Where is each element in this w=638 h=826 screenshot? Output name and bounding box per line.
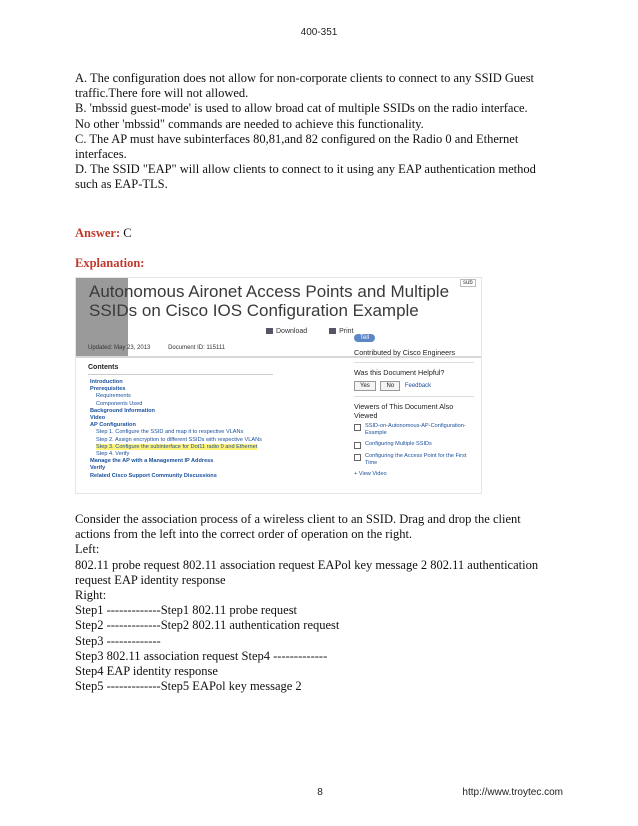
article-meta [88,345,241,351]
download-icon [266,328,273,334]
answer-options [75,71,545,193]
document-icon [354,454,361,461]
toc-link[interactable] [90,393,262,400]
toc-link-label: Prerequisites [90,386,126,393]
sidebar-divider [354,396,474,397]
toc-link-label: Step 2. Assign encryption to different SSIDs with respective VLANs [96,436,262,443]
left-label: Left: [75,542,100,557]
document-id: Document ID: 115111 [168,345,226,351]
toc-link[interactable] [90,401,262,408]
option-c: C. The AP must have subinterfaces 80,81,and 82 configured on the Radio 0 and Ethernet interfaces. [75,131,519,162]
toc-link-label: AP Configuration [90,422,136,429]
toc-link-label: Manage the AP with a Management IP Address [90,458,214,465]
print-icon [329,328,336,334]
toc-link-label: Video [90,415,106,422]
step-line: Step4 EAP identity response [75,664,218,679]
option-a: A. The configuration does not allow for non-corporate clients to connect to any SSID Guest traffic.There fore will not allowed. [75,71,535,101]
toc-link[interactable] [90,386,262,393]
question-block [75,512,545,694]
related-document-label: Configuring the Access Point for the First Time [365,453,467,466]
toc-link-label: Requirements [96,393,131,400]
yes-button[interactable]: Yes [354,381,376,391]
question-intro: Consider the association process of a wireless client to an SSID. Drag and drop the client actions from the left into the correct order of operation on the right. [75,512,521,542]
helpful-question: Was this Document Helpful? [354,368,445,377]
related-documents [354,423,474,467]
article-title: Autonomous Aironet Access Points and Multiple SSIDs on Cisco IOS Configuration Example [89,282,450,320]
page-number: 8 [317,787,323,798]
document-icon [354,424,361,431]
table-of-contents [90,379,262,480]
print-link[interactable]: Print [329,328,363,335]
option-d: D. The SSID "EAP" will allow clients to connect to it using any EAP authentication method such as EAP-TLS. [75,162,536,192]
sidebar-divider [354,362,474,363]
toc-link[interactable] [90,465,262,472]
step-line: Step5 -------------Step5 EAPol key message 2 [75,679,302,694]
step-line: Step3 802.11 association request Step4 ------------- [75,648,328,663]
option-b: B. 'mbssid guest-mode' is used to allow broad cat of multiple SSIDs on the radio interface. No other 'mbssid" commands are needed to achieve this functionality. [75,101,528,131]
download-link[interactable]: Download [266,328,317,335]
toc-link-label: Related Cisco Support Community Discussions [90,472,217,479]
contents-divider [88,374,273,375]
toc-link-label: Background Information [90,407,155,414]
toc-link[interactable] [90,422,262,429]
toc-link[interactable] [90,437,262,444]
toc-link[interactable] [90,379,262,386]
answer-label: Answer: [75,226,121,240]
toc-link-label: Introduction [90,379,123,385]
feedback-link[interactable]: Feedback [404,383,432,389]
answer-value: C [123,226,132,240]
article-tag: sub [460,279,476,287]
toc-link[interactable] [90,473,262,480]
view-more-link[interactable]: + View Video [354,471,387,477]
viewers-heading: Viewers of This Document Also Viewed [354,402,454,420]
explanation-label: Explanation: [75,256,145,270]
answer-line [75,226,545,241]
related-document-link[interactable] [354,423,474,437]
related-document-link[interactable] [354,453,474,467]
step-line: Step2 -------------Step2 802.11 authentication request [75,618,340,633]
document-icon [354,442,361,449]
toc-link-label: Components Used [96,400,143,407]
related-document-label: Configuring Multiple SSIDs [365,441,432,447]
contents-heading: Contents [88,364,119,371]
related-document-link[interactable] [354,441,474,449]
toc-link[interactable] [90,415,262,422]
toc-link-label: Step 4. Verify [96,451,130,458]
toc-link[interactable] [90,444,262,451]
toc-link-label: Step 1. Configure the SSID and map it to respective VLANs [96,429,244,436]
toc-link[interactable] [90,408,262,415]
explanation-line [75,256,545,271]
updated-date: Updated: May 23, 2013 [88,345,151,351]
left-items: 802.11 probe request 802.11 association request EAPol key message 2 802.11 authentication request EAP identity response [75,557,539,587]
explanation-screenshot [75,277,482,494]
footer-url: http://www.troytec.com [462,787,563,798]
toc-link-label: Verify [90,465,106,472]
toc-link[interactable] [90,458,262,465]
helpful-buttons [354,381,474,391]
toc-link-label: Step 3. Configure the subinterface for Dot11 radio 0 and Ethernet [96,443,258,450]
toc-link[interactable] [90,429,262,436]
contributed-by: Contributed by Cisco Engineers [354,348,456,357]
toc-link[interactable] [90,451,262,458]
exam-code-header: 400-351 [300,27,338,38]
step-line: Step1 -------------Step1 802.11 probe request [75,603,298,618]
related-document-label: SSID-on-Autonomous-AP-Configuration-Example [365,423,466,436]
no-button[interactable]: No [380,381,400,391]
share-pill[interactable]: Tell [354,334,375,342]
step-line: Step3 ------------- [75,633,161,648]
right-label: Right: [75,588,107,603]
article-sidebar [354,326,474,477]
